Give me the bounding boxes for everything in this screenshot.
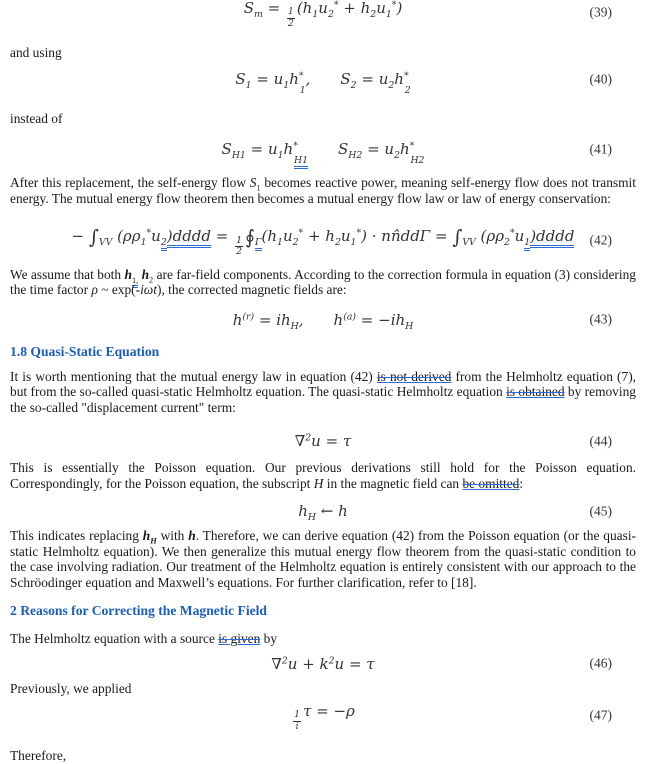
text-run: $\frac{1}{i}$ [294, 709, 301, 732]
text-run: : [519, 475, 524, 491]
text-run: . Therefore, we can derive equation (42) from the Poisson equation (or the quasi-static Helmholtz equation). We then generalize this mutual energy flow theorem from the quasi-static condition to the case involving radiation. Our treatment of the Helmholtz equation is entirely consistent with our approach to the Schröodinger equation and Maxwell’s equations. For further clarification, refer to [18]. [10, 528, 636, 590]
text-run: in the magnetic field can [323, 475, 463, 491]
text-run: Γ [255, 237, 261, 251]
text-run: ← h [316, 502, 348, 521]
text-run: is obtained [506, 384, 565, 400]
equation-46-body [271, 655, 374, 673]
text-run: τ = −ρ [303, 701, 355, 720]
equation-47-number: (47) [589, 707, 612, 723]
text-run: h [188, 528, 196, 544]
equation-46 [10, 654, 636, 675]
text-run: 2 [394, 150, 400, 162]
text-run: 2 [292, 237, 299, 249]
text-run: (ρρ [112, 227, 141, 246]
text-run: u [282, 227, 293, 246]
text-run: ), the corrected magnetic fields are: [156, 282, 347, 298]
text-run: ∮ [245, 225, 256, 249]
text-run: S [249, 175, 257, 191]
text-run: = [211, 227, 234, 246]
equation-40-body [235, 69, 411, 97]
text-run: is given [218, 631, 261, 647]
text-run: = u [356, 69, 389, 88]
text-run: ∫ [88, 225, 99, 249]
section-heading-1-8: 1.8 Quasi-Static Equation [10, 343, 160, 359]
text-run: * [293, 140, 298, 152]
text-run: − [71, 227, 89, 246]
text-run: * [146, 227, 152, 239]
equation-43 [10, 310, 636, 331]
text-run: = u [251, 69, 284, 88]
text-run: 2 [161, 237, 167, 251]
text-run: h [142, 528, 151, 544]
text-run: H [290, 321, 299, 333]
para-we-assume [10, 267, 636, 298]
text-run: u [318, 0, 328, 17]
text-run: 1 [277, 237, 283, 249]
text-run: u = τ [311, 432, 352, 451]
text-run: h [298, 502, 308, 521]
text-run: 2 [388, 80, 395, 91]
text-run: 2 [281, 655, 288, 667]
text-run: 2 [327, 9, 334, 21]
connector-therefore: Therefore, [10, 747, 67, 763]
text-run: h [333, 310, 344, 329]
text-run: S [338, 140, 349, 159]
text-run: = u [362, 140, 395, 159]
text-run: 1 [524, 237, 530, 251]
text-run: VV [462, 237, 476, 249]
text-run: H2 [410, 155, 425, 167]
para-after-replacement [10, 175, 636, 206]
text-run: This indicates replacing [10, 528, 143, 544]
text-run: $\frac{1}{2}$ [236, 234, 243, 257]
equation-44 [10, 431, 636, 452]
equation-43-body [232, 310, 414, 333]
equation-45 [10, 501, 636, 522]
text-run: 1 [299, 85, 306, 97]
text-run: * [403, 70, 409, 82]
text-run: 2 [504, 237, 510, 249]
text-run: * [298, 227, 304, 239]
text-run: ~ exp(- [97, 282, 141, 298]
text-run: = ih [254, 310, 291, 329]
equation-42-body [71, 225, 575, 257]
text-run: $\frac{1}{2}$ [287, 6, 294, 29]
equation-43-number: (43) [589, 312, 612, 328]
connector-and-using: and using [10, 44, 62, 60]
equation-41 [10, 139, 636, 167]
text-run: ∇ [294, 432, 306, 451]
text-run: h [124, 266, 132, 282]
text-run: * [409, 140, 415, 152]
text-run: * [509, 227, 515, 239]
equation-44-body [295, 432, 351, 450]
text-run: 1 [350, 237, 357, 249]
text-run: = −ih [356, 310, 406, 329]
connector-instead-of: instead of [10, 111, 63, 127]
text-run: (r) [242, 311, 255, 323]
text-run: is not derived [376, 368, 452, 384]
text-run: iωt [140, 282, 157, 298]
text-run: u [151, 227, 161, 246]
text-run: (ρρ [475, 227, 505, 246]
text-run: by [260, 631, 278, 647]
text-run: )dddd [530, 227, 574, 248]
text-run: ) · nn̂ddΓ = [361, 227, 453, 246]
text-run: = u [245, 140, 278, 159]
equation-47 [10, 701, 636, 732]
equation-47-body [291, 701, 355, 732]
text-run: h [283, 140, 294, 159]
text-run: S [243, 0, 254, 17]
equation-42 [10, 224, 636, 257]
text-run: 1 [256, 184, 261, 194]
text-run: u [376, 0, 386, 17]
text-run: 2 [350, 80, 357, 91]
text-run: H [150, 537, 157, 547]
text-run: 2 [149, 275, 154, 285]
text-run: This is essentially the Poisson equation. Our previous derivations still hold for the Poisson equation. Correspondingly, for the Poisson equation, the subscript [10, 460, 636, 491]
text-run: 1 [140, 237, 147, 249]
text-run: 2 [305, 432, 312, 444]
text-run: H [307, 512, 316, 524]
equation-45-number: (45) [589, 503, 612, 519]
equation-39-body [243, 0, 403, 29]
text-run: ∫ [452, 225, 463, 249]
text-run: The Helmholtz equation with a source [10, 631, 219, 647]
equation-46-number: (46) [589, 656, 612, 672]
section-heading-2: 2 Reasons for Correcting the Magnetic Field [10, 603, 267, 619]
equation-41-number: (41) [589, 141, 612, 157]
text-run: S [221, 140, 232, 159]
text-run: (a) [343, 311, 357, 323]
text-run: * [333, 0, 339, 11]
text-run: from the Helmholtz equation (7), but from the so-called quasi-static Helmholtz equation. The quasi-static Helmholtz equation [10, 368, 637, 400]
text-run: m [253, 9, 263, 21]
text-run: ) [396, 0, 403, 17]
equation-44-number: (44) [589, 433, 612, 449]
text-run: with [156, 528, 189, 544]
text-run: u = τ [334, 654, 375, 673]
connector-previously: Previously, we applied [10, 680, 132, 696]
text-run: 1 [245, 80, 252, 91]
equation-40 [10, 69, 636, 97]
para-worth-mentioning [10, 369, 636, 416]
text-run: (h [261, 227, 278, 246]
text-run: 2 [328, 655, 335, 667]
text-run: 2 [370, 9, 377, 21]
para-helmholtz-source [10, 631, 636, 647]
text-run: 1 [283, 80, 290, 91]
equation-41-body [221, 140, 425, 167]
text-run: )dddd [167, 227, 211, 248]
text-run: It is worth mentioning that the mutual energy law in equation (42) [10, 368, 377, 384]
text-run: = [262, 0, 285, 17]
text-run: u [514, 227, 525, 246]
text-run: + h [303, 227, 335, 246]
text-run: 1, [132, 276, 138, 288]
text-run: h [400, 140, 410, 159]
equation-45-body [298, 502, 348, 524]
equation-39 [10, 0, 636, 29]
text-run: H [405, 321, 414, 333]
text-run: H [313, 475, 324, 491]
text-run: H1 [294, 155, 308, 169]
text-run: h [289, 69, 299, 88]
text-run: 2 [334, 237, 341, 249]
text-run: + h [338, 0, 371, 17]
text-run: 1 [277, 150, 284, 162]
para-essentially-poisson [10, 460, 636, 491]
text-run: be omitted [462, 475, 520, 491]
text-run: H1 [231, 150, 246, 162]
text-run: S [340, 69, 351, 88]
text-run: are far-field components. According to the correction formula in equation (3) considering the time factor [10, 266, 636, 298]
equation-42-number: (42) [589, 232, 612, 248]
text-run: * [391, 0, 397, 11]
text-run: by removing the so-called "displacement current" term: [10, 384, 636, 415]
para-indicates-replacing [10, 528, 636, 590]
text-run: , [305, 69, 311, 88]
text-run: * [298, 70, 304, 82]
equation-39-number: (39) [589, 4, 612, 20]
text-run: , [298, 310, 304, 329]
text-run: (h [296, 0, 313, 17]
text-run: ∇ [271, 654, 282, 673]
text-run: We assume that both [10, 266, 125, 282]
text-run: H2 [348, 150, 363, 162]
text-run: u [340, 227, 351, 246]
text-run: * [356, 227, 362, 239]
text-run: becomes reactive power, meaning self-energy flow does not transmit energy. The mutual energy flow theorem then becomes a mutual energy flow law or law of energy conservation: [10, 175, 636, 206]
text-run: h [232, 310, 243, 329]
text-run: h [141, 266, 150, 282]
text-run: ρ [91, 282, 98, 298]
text-run: 1 [312, 9, 319, 21]
text-run: 1 [385, 9, 392, 21]
text-run: VV [98, 237, 113, 249]
equation-40-number: (40) [589, 71, 612, 87]
text-run: After this replacement, the self-energy flow [10, 175, 250, 191]
text-run: 2 [404, 85, 411, 97]
text-run: S [235, 69, 246, 88]
text-run: h [394, 69, 404, 88]
text-run: u + k [287, 654, 329, 673]
